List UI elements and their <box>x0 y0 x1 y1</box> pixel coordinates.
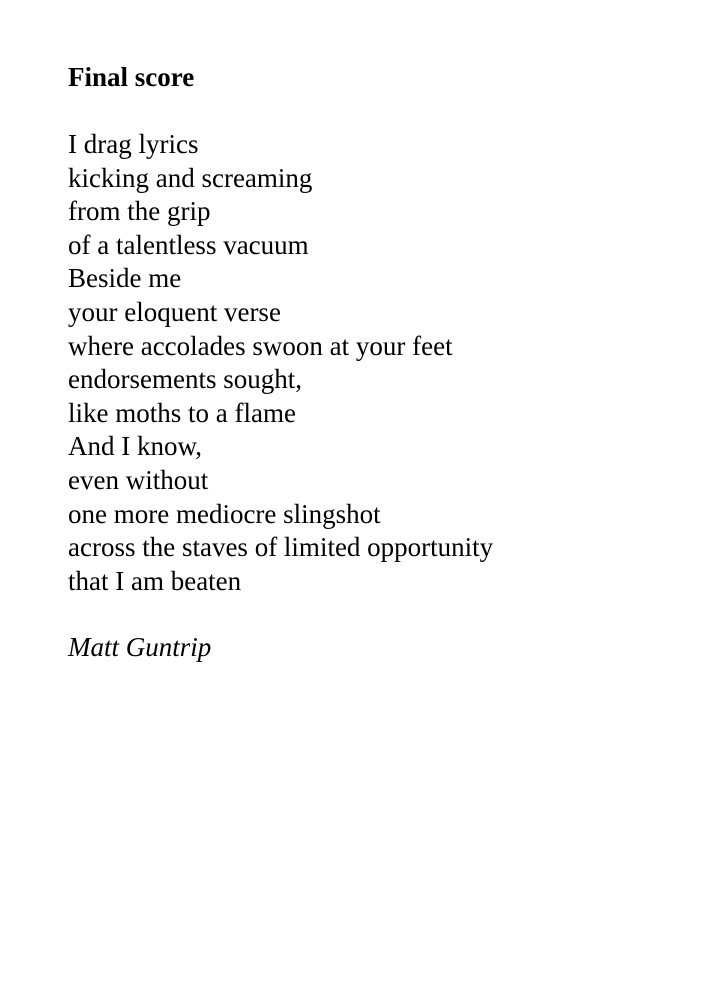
poem-line: one more mediocre slingshot <box>68 498 381 529</box>
poem-line: I drag lyrics <box>68 129 199 159</box>
poem-line: of a talentless vacuum <box>68 229 309 260</box>
poem-line: kicking and screaming <box>68 162 313 193</box>
poem-line: even without <box>68 464 209 495</box>
poem-title: Final score <box>68 62 195 92</box>
poem-line: endorsements sought, <box>68 364 302 395</box>
poem-line: across the staves of limited opportunity <box>68 532 494 563</box>
poem-line: where accolades swoon at your feet <box>68 330 453 361</box>
poem-line: Beside me <box>68 263 182 294</box>
poem-line: And I know, <box>68 431 202 462</box>
poem-line: that I am beaten <box>68 565 242 596</box>
poem-body <box>68 128 493 598</box>
poem-author: Matt Guntrip <box>68 632 212 662</box>
poem-line: from the grip <box>68 196 211 227</box>
poem-line: like moths to a flame <box>68 397 296 428</box>
poem-line: your eloquent verse <box>68 296 281 327</box>
